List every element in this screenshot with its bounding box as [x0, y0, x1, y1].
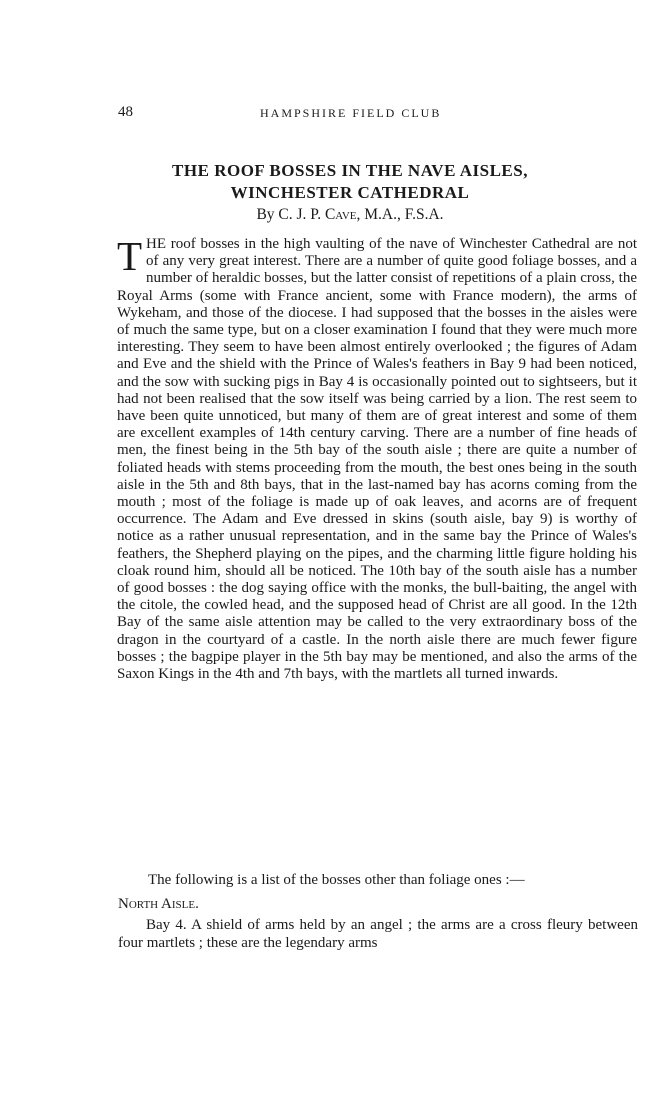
intro-paragraph	[117, 233, 637, 683]
author-credentials: , M.A., F.S.A.	[356, 206, 444, 223]
journal-title: HAMPSHIRE FIELD CLUB	[260, 106, 442, 120]
article-title-line-2: WINCHESTER CATHEDRAL	[230, 183, 470, 202]
page-number: 48	[118, 104, 133, 120]
running-head	[118, 104, 638, 124]
article-body	[117, 233, 637, 683]
entry-bay-4: Bay 4. A shield of arms held by an angel ; the arms are a cross fleury between four martlets ; these are the legendary arms	[118, 917, 638, 951]
drop-cap: T	[117, 233, 143, 279]
section-heading-north-aisle: North Aisle.	[118, 896, 199, 912]
article-title-line-1: THE ROOF BOSSES IN THE NAVE AISLES,	[172, 161, 528, 180]
list-intro: The following is a list of the bosses other than foliage ones :—	[148, 872, 525, 888]
byline-prefix: By C. J. P.	[256, 206, 322, 223]
author-name: Cave	[324, 206, 357, 223]
author-byline	[110, 206, 590, 224]
intro-paragraph-text: HE roof bosses in the high vaulting of the nave of Winchester Cathedral are not of any very great interest. There are a number of quite good foliage bosses, and a number of heraldic bosses, but the latter consist of repetitions of a plain cross, the Royal Arms (some with France ancient, some with France modern), the arms of Wykeham, and those of the diocese. I had supposed that the bosses in the aisles were of much the same type, but on a closer examination I found that they were much more interesting. They seem to have been almost entirely overlooked ; the figures of Adam and Eve and the shield with the Prince of Wales's feathers in Bay 9 had been noticed, and the sow with sucking pigs in Bay 4 is occasionally pointed out to sightseers, but it had not been realised that the sow itself was being carried by a lion. The rest seem to have been quite unnoticed, but many of them are of great interest and some of them are excellent examples of 14th century carving. There are a number of fine heads of men, the finest being in the 5th bay of the south aisle ; there are quite a number of foliated heads with stems proceeding from the mouth, the best ones being in the south aisle in the 5th and 8th bays, that in the last-named bay has acorns coming from the mouth ; most of the foliage is made up of oak leaves, and acorns are of frequent occurrence. The Adam and Eve dressed in skins (south aisle, bay 9) is worthy of notice as a rather unusual representation, and in the same bay the Prince of Wales's feathers, the Shepherd playing on the pipes, and the charming little figure holding his cloak round him, should all be noticed. The 10th bay of the south aisle has a number of good bosses : the dog saying office with the monks, the bull-baiting, the angel with the citole, the cowled head, and the supposed head of Christ are all good. In the 12th Bay of the same aisle attention may be called to the very extraordinary boss of the dragon in the courtyard of a castle. In the north aisle there are much fewer figure bosses ; the bagpipe player in the 5th bay may be mentioned, and also the arms of the Saxon Kings in the 4th and 7th bays, with the martlets all turned inwards.	[117, 236, 637, 683]
list-entry	[118, 917, 638, 952]
article-title	[110, 160, 590, 204]
